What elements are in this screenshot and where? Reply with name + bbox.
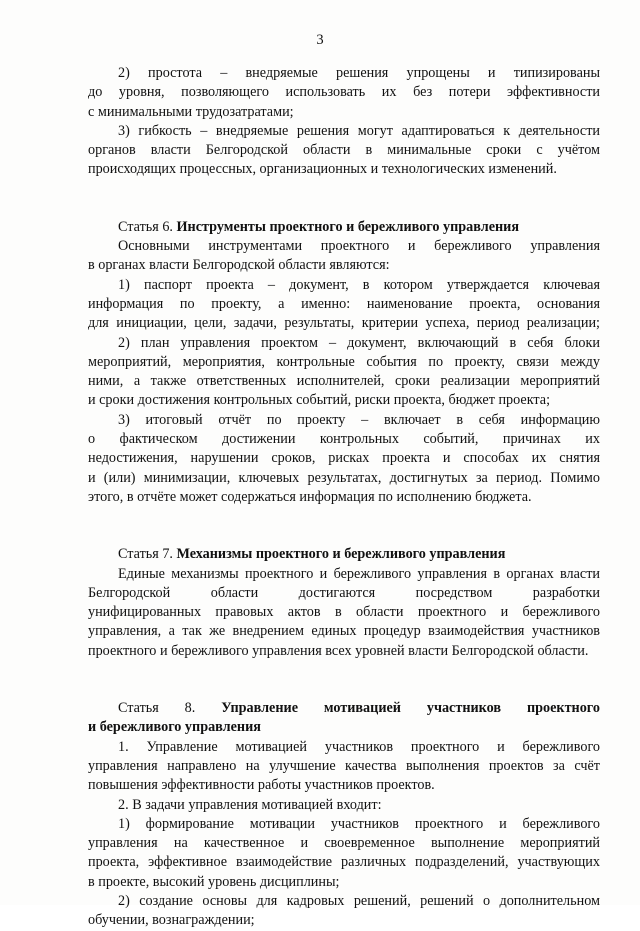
article-heading: [88, 218, 600, 237]
paragraph-line: в проекте, высокий уровень дисциплины;: [88, 873, 340, 890]
paragraph-line: унифицированных правовых актов в области проектного и бережливого: [88, 604, 600, 621]
page-number: 3: [316, 32, 324, 48]
paragraph-line: в органах власти Белгородской области являются:: [88, 257, 390, 274]
article-8-paragraph: [88, 738, 600, 796]
paragraph-line: проекта, эффективное взаимодействие различных подразделений, участвующих: [88, 854, 600, 871]
article-label: Статья 7.: [118, 546, 173, 563]
paragraph-line: обучении, вознаграждении;: [88, 912, 255, 929]
article-8-paragraph: [88, 815, 600, 892]
paragraph-line: 1. Управление мотивацией участников проектного и бережливого: [118, 738, 600, 755]
section-spacer: [88, 507, 600, 545]
paragraph-line: Белгородской области достигаются посредством разработки: [88, 584, 600, 601]
article-6-item: [88, 411, 600, 507]
article-5-item: [88, 122, 600, 180]
paragraph-line: Основными инструментами проектного и бережливого управления: [118, 238, 600, 255]
article-7: [88, 545, 600, 661]
document-body: [88, 64, 600, 931]
paragraph-line: для инициации, цели, задачи, результаты, критерии успеха, период реализации;: [88, 315, 600, 332]
paragraph-line: 3) итоговый отчёт по проекту – включает в себя информацию: [118, 411, 600, 428]
paragraph-line: 2) план управления проектом – документ, включающий в себя блоки: [118, 334, 600, 351]
paragraph-line: информация по проекту, а именно: наименование проекта, основания: [88, 295, 600, 312]
paragraph-line: управления на качественное и своевременное выполнение мероприятий: [88, 835, 600, 852]
paragraph-line: 1) паспорт проекта – документ, в котором утверждается ключевая: [118, 276, 600, 293]
article-heading: [88, 699, 600, 718]
article-5-item: [88, 64, 600, 122]
section-spacer: [88, 180, 600, 218]
paragraph-line: проектного и бережливого управления всех уровней власти Белгородской области.: [88, 642, 589, 659]
paragraph-line: Единые механизмы проектного и бережливого управления в органах власти: [118, 565, 600, 582]
paragraph-line: и (или) минимизации, ключевых результатах, достигнутых за период. Помимо: [88, 469, 600, 486]
paragraph-line: до уровня, позволяющего использовать их без потери эффективности: [88, 84, 600, 101]
paragraph-line: 2) создание основы для кадровых решений, решений о дополнительном: [118, 892, 600, 909]
article-8: [88, 699, 600, 931]
paragraph-line: и сроки достижения контрольных событий, риски проекта, бюджет проекта;: [88, 392, 551, 409]
article-8-paragraph: [88, 796, 600, 815]
paragraph-line: ними, а также ответственных исполнителей, сроки реализации мероприятий: [88, 373, 600, 390]
article-title-continued: и бережливого управления: [88, 719, 261, 736]
paragraph-line: управления направлено на улучшение качества выполнения проектов за счёт: [88, 757, 600, 774]
paragraph-line: управления, а так же внедрением единых процедур взаимодействия участников: [88, 623, 600, 640]
paragraph-line: с минимальными трудозатратами;: [88, 103, 294, 120]
article-6-item: [88, 334, 600, 411]
article-label: Статья 8.: [118, 700, 196, 717]
paragraph-line: мероприятий, мероприятия, контрольные события по проекту, связи между: [88, 353, 600, 370]
article-title: Механизмы проектного и бережливого управления: [176, 546, 506, 563]
paragraph-line: 2) простота – внедряемые решения упрощены и типизированы: [118, 65, 600, 81]
article-6-item: [88, 276, 600, 334]
paragraph-line: 1) формирование мотивации участников проектного и бережливого: [118, 815, 600, 832]
paragraph-line: происходящих процессных, организационных и технологических изменений.: [88, 161, 557, 178]
article-title: Управление мотивацией участников проектного: [221, 700, 600, 717]
article-6: [88, 218, 600, 507]
article-label: Статья 6.: [118, 218, 173, 235]
paragraph-line: 2. В задачи управления мотивацией входит:: [118, 796, 382, 813]
paragraph-line: этого, в отчёте может содержаться информация по исполнению бюджета.: [88, 488, 532, 505]
article-title: Инструменты проектного и бережливого управления: [176, 218, 520, 235]
section-spacer: [88, 661, 600, 699]
paragraph-line: повышения эффективности работы участников проектов.: [88, 777, 435, 794]
paragraph-line: о фактическом достижении контрольных событий, причинах их: [88, 431, 600, 448]
article-8-paragraph: [88, 892, 600, 931]
paragraph-line: органов власти Белгородской области в минимальные сроки с учётом: [88, 142, 600, 159]
article-heading: [88, 545, 600, 564]
paragraph-line: 3) гибкость – внедряемые решения могут адаптироваться к деятельности: [118, 122, 600, 139]
paragraph-line: недостижения, нарушении сроков, рисках проекта и способах их снятия: [88, 450, 600, 467]
